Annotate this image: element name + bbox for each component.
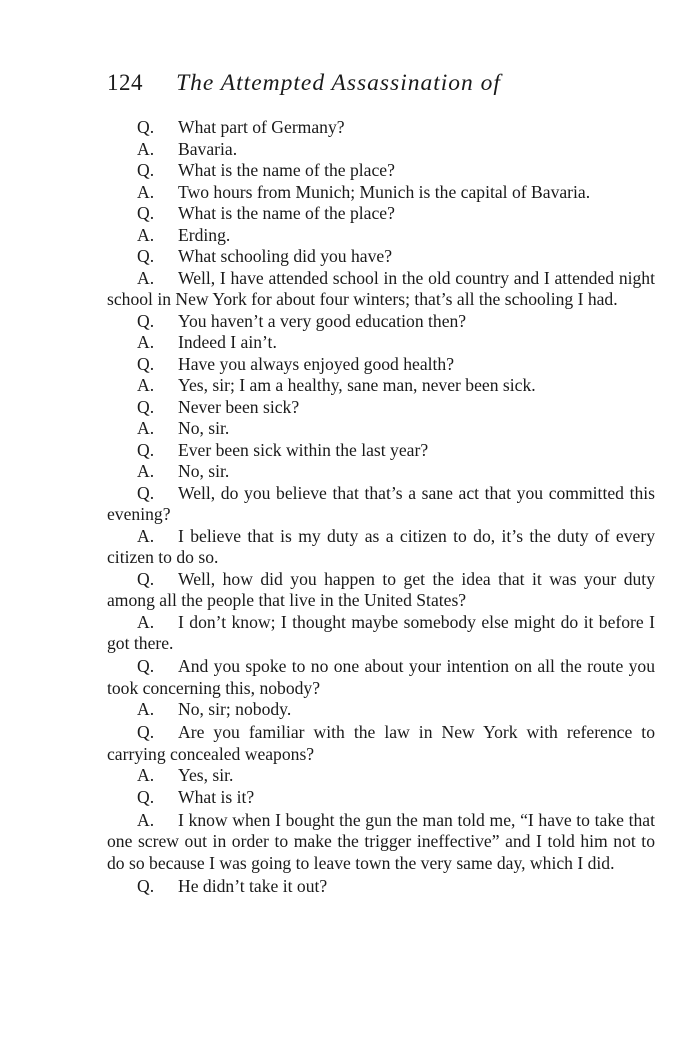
speaker-label: A. <box>137 699 155 719</box>
speaker-label: Q. <box>137 568 155 589</box>
speaker-label: Q. <box>137 203 155 223</box>
line-text: What is the name of the place? <box>178 160 395 180</box>
transcript-line <box>107 182 655 204</box>
speaker-label: Q. <box>137 876 155 896</box>
transcript-line <box>107 569 655 612</box>
line-text: No, sir; nobody. <box>178 699 292 719</box>
transcript-line <box>107 418 655 440</box>
speaker-label: A. <box>137 809 155 830</box>
speaker-label: A. <box>137 461 155 481</box>
transcript-line <box>107 787 655 809</box>
transcript-line <box>107 246 655 268</box>
line-text: I know when I bought the gun the man told me, “I have to take that one screw out in order to make the trigger ineffective” and I told him not to do so because I was going to leave town the very same day, which I did. <box>107 809 655 873</box>
transcript-line <box>107 765 655 787</box>
speaker-label: Q. <box>137 722 155 742</box>
speaker-label: A. <box>137 765 155 785</box>
transcript-line <box>107 526 655 569</box>
speaker-label: A. <box>137 332 155 352</box>
transcript-line <box>107 722 655 765</box>
transcript-line <box>107 203 655 225</box>
transcript-line <box>107 876 655 898</box>
line-text: What is it? <box>178 786 255 807</box>
speaker-label: Q. <box>137 439 155 460</box>
line-text: What is the name of the place? <box>178 203 395 223</box>
speaker-label: A. <box>137 224 155 245</box>
transcript-line <box>107 139 655 161</box>
line-text: No, sir. <box>178 461 230 481</box>
speaker-label: Q. <box>137 117 155 137</box>
transcript-line <box>107 699 655 721</box>
transcript-line <box>107 810 655 875</box>
transcript-line <box>107 461 655 483</box>
line-text: Two hours from Munich; Munich is the capital of Bavaria. <box>178 181 591 202</box>
line-text: Well, do you believe that that’s a sane act that you committed this evening? <box>107 482 655 524</box>
transcript-body <box>107 117 655 898</box>
transcript-line <box>107 160 655 182</box>
line-text: Never been sick? <box>178 396 300 417</box>
running-title: The Attempted Assassination of <box>176 70 501 96</box>
transcript-line <box>107 354 655 376</box>
transcript-line <box>107 440 655 462</box>
speaker-label: Q. <box>137 786 155 807</box>
speaker-label: Q. <box>137 160 155 180</box>
line-text: I don’t know; I thought maybe somebody else might do it before I got there. <box>107 611 655 653</box>
speaker-label: Q. <box>137 482 155 503</box>
line-text: Well, I have attended school in the old country and I attended night school in New York for about four winters; that’s all the schooling I had. <box>107 267 655 309</box>
line-text: What part of Germany? <box>178 117 345 137</box>
speaker-label: A. <box>137 611 155 632</box>
line-text: Bavaria. <box>178 138 238 159</box>
line-text: You haven’t a very good education then? <box>178 310 467 331</box>
speaker-label: Q. <box>137 246 155 266</box>
speaker-label: A. <box>137 181 155 202</box>
transcript-line <box>107 311 655 333</box>
transcript-line <box>107 656 655 699</box>
speaker-label: A. <box>137 138 155 159</box>
line-text: He didn’t take it out? <box>178 876 328 896</box>
speaker-label: Q. <box>137 656 155 676</box>
line-text: Ever been sick within the last year? <box>178 439 429 460</box>
speaker-label: A. <box>137 375 155 395</box>
transcript-line <box>107 332 655 354</box>
transcript-line <box>107 397 655 419</box>
page-header <box>107 70 567 104</box>
transcript-line <box>107 225 655 247</box>
line-text: Well, how did you happen to get the idea that it was your duty among all the people that live in the United States? <box>107 568 655 610</box>
line-text: Indeed I ain’t. <box>178 332 277 352</box>
line-text: What schooling did you have? <box>178 246 393 266</box>
speaker-label: Q. <box>137 396 155 417</box>
page-number: 124 <box>107 70 143 95</box>
transcript-line <box>107 117 655 139</box>
transcript-line <box>107 612 655 655</box>
line-text: I believe that is my duty as a citizen to do, it’s the duty of every citizen to do so. <box>107 525 655 567</box>
line-text: No, sir. <box>178 418 230 438</box>
speaker-label: A. <box>137 525 155 546</box>
speaker-label: A. <box>137 267 155 288</box>
line-text: Yes, sir. <box>178 765 234 785</box>
line-text: Erding. <box>178 224 231 245</box>
speaker-label: Q. <box>137 353 155 374</box>
speaker-label: Q. <box>137 310 155 331</box>
line-text: And you spoke to no one about your intention on all the route you took concerning this, nobody? <box>107 656 655 698</box>
transcript-line <box>107 268 655 311</box>
line-text: Are you familiar with the law in New York with reference to carrying concealed weapons? <box>107 722 655 764</box>
line-text: Yes, sir; I am a healthy, sane man, never been sick. <box>178 375 536 395</box>
transcript-line <box>107 375 655 397</box>
speaker-label: A. <box>137 418 155 438</box>
line-text: Have you always enjoyed good health? <box>178 353 455 374</box>
transcript-line <box>107 483 655 526</box>
